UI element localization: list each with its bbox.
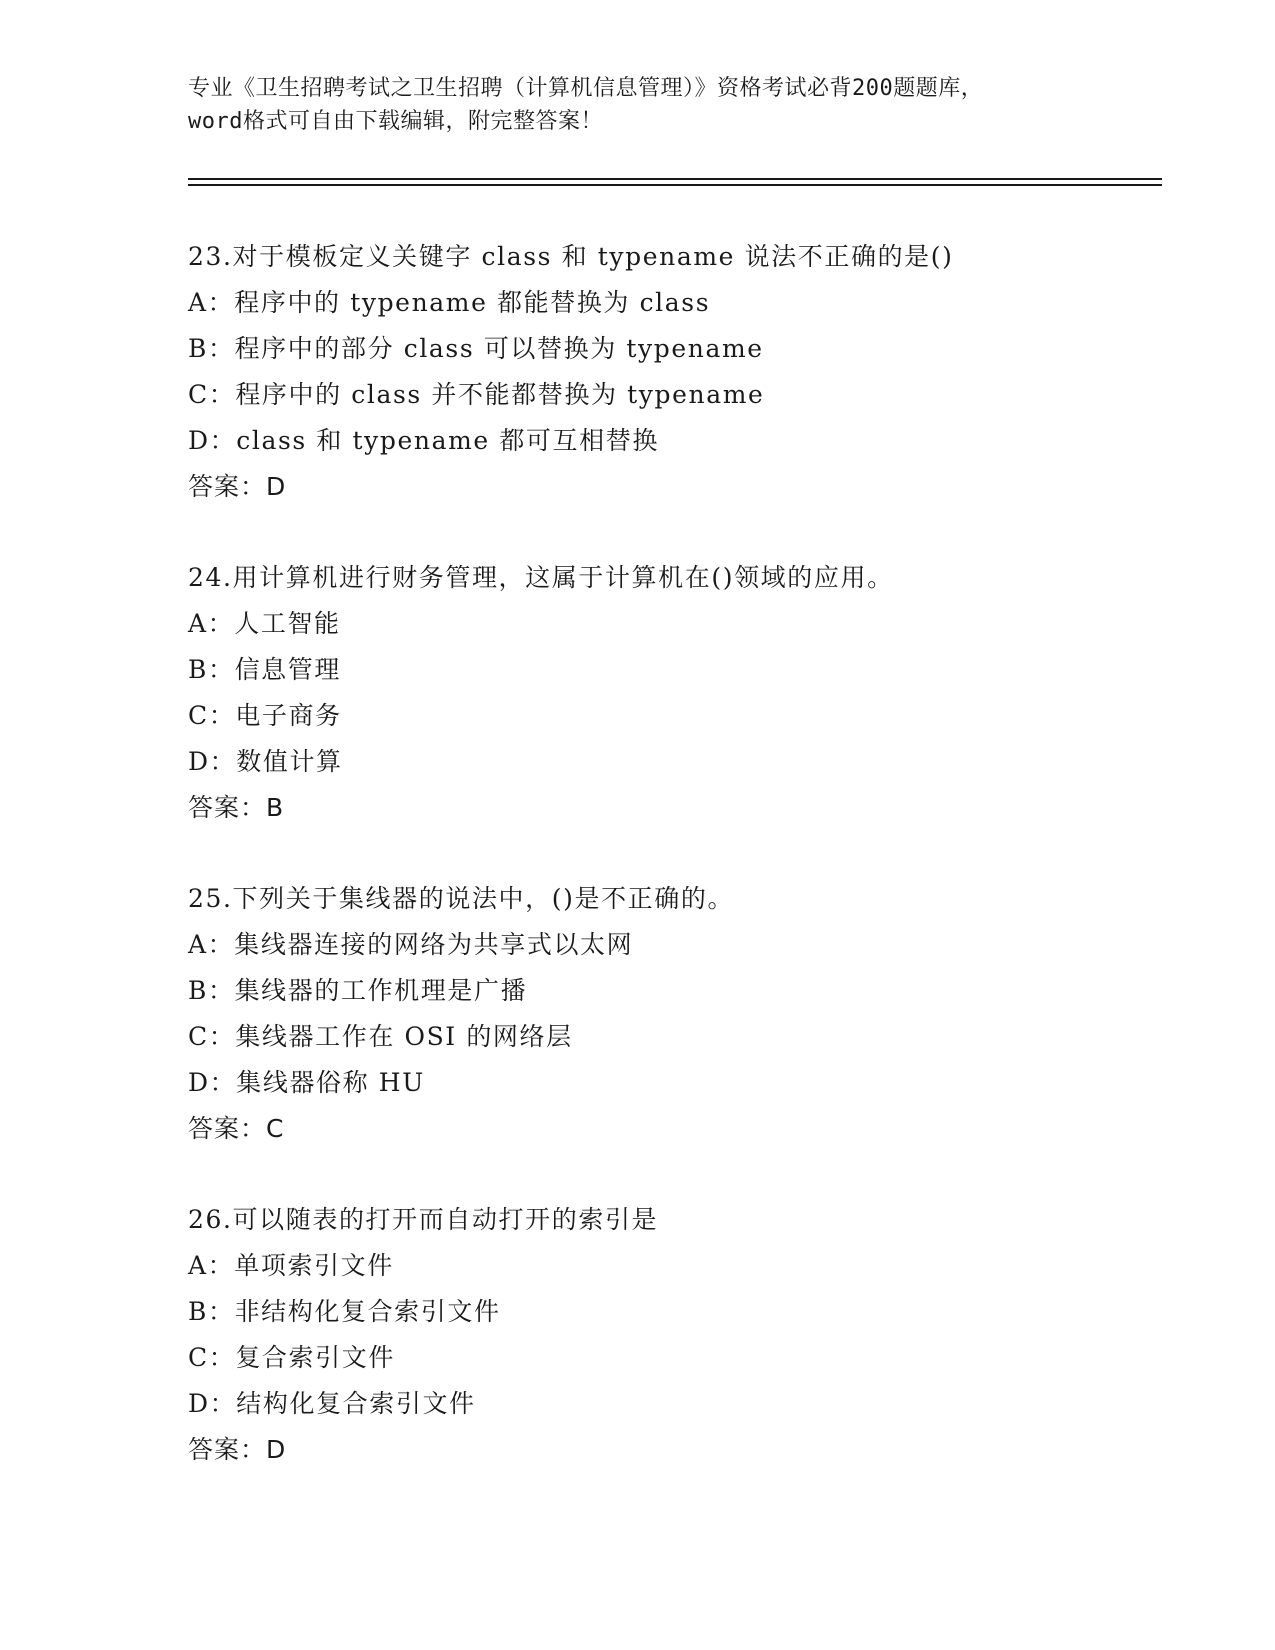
document-header xyxy=(188,72,1108,138)
option-c: C：集线器工作在 OSI 的网络层 xyxy=(188,1022,573,1051)
option-c: C：程序中的 class 并不能都替换为 typename xyxy=(188,380,765,409)
answer: 答案：B xyxy=(188,793,285,822)
option-a: A：集线器连接的网络为共享式以太网 xyxy=(188,930,634,959)
option-c: C：电子商务 xyxy=(188,701,342,730)
question-stem: 23.对于模板定义关键字 class 和 typename 说法不正确的是() xyxy=(188,242,954,271)
question-23 xyxy=(188,234,1148,510)
option-a: A：单项索引文件 xyxy=(188,1251,394,1280)
header-line-1: 专业《卫生招聘考试之卫生招聘（计算机信息管理）》资格考试必背200题题库， xyxy=(188,76,984,101)
question-stem: 24.用计算机进行财务管理，这属于计算机在()领域的应用。 xyxy=(188,563,894,592)
question-stem: 26.可以随表的打开而自动打开的索引是 xyxy=(188,1205,659,1234)
option-d: D：结构化复合索引文件 xyxy=(188,1389,476,1418)
option-d: D：数值计算 xyxy=(188,747,343,776)
question-stem: 25.下列关于集线器的说法中，()是不正确的。 xyxy=(188,884,735,913)
header-line-2: word格式可自由下载编辑，附完整答案！ xyxy=(188,109,603,134)
answer: 答案：D xyxy=(188,472,287,501)
header-divider-top xyxy=(188,178,1162,180)
answer: 答案：C xyxy=(188,1114,285,1143)
option-b: B：非结构化复合索引文件 xyxy=(188,1297,501,1326)
option-d: D：集线器俗称 HU xyxy=(188,1068,425,1097)
header-divider-bottom xyxy=(188,184,1162,186)
option-b: B：程序中的部分 class 可以替换为 typename xyxy=(188,334,764,363)
answer: 答案：D xyxy=(188,1435,287,1464)
option-b: B：集线器的工作机理是广播 xyxy=(188,976,528,1005)
question-26 xyxy=(188,1197,1148,1473)
option-a: A：人工智能 xyxy=(188,609,341,638)
option-b: B：信息管理 xyxy=(188,655,341,684)
option-a: A：程序中的 typename 都能替换为 class xyxy=(188,288,711,317)
option-d: D：class 和 typename 都可互相替换 xyxy=(188,426,659,455)
option-c: C：复合索引文件 xyxy=(188,1343,395,1372)
question-25 xyxy=(188,876,1148,1152)
question-24 xyxy=(188,555,1148,831)
